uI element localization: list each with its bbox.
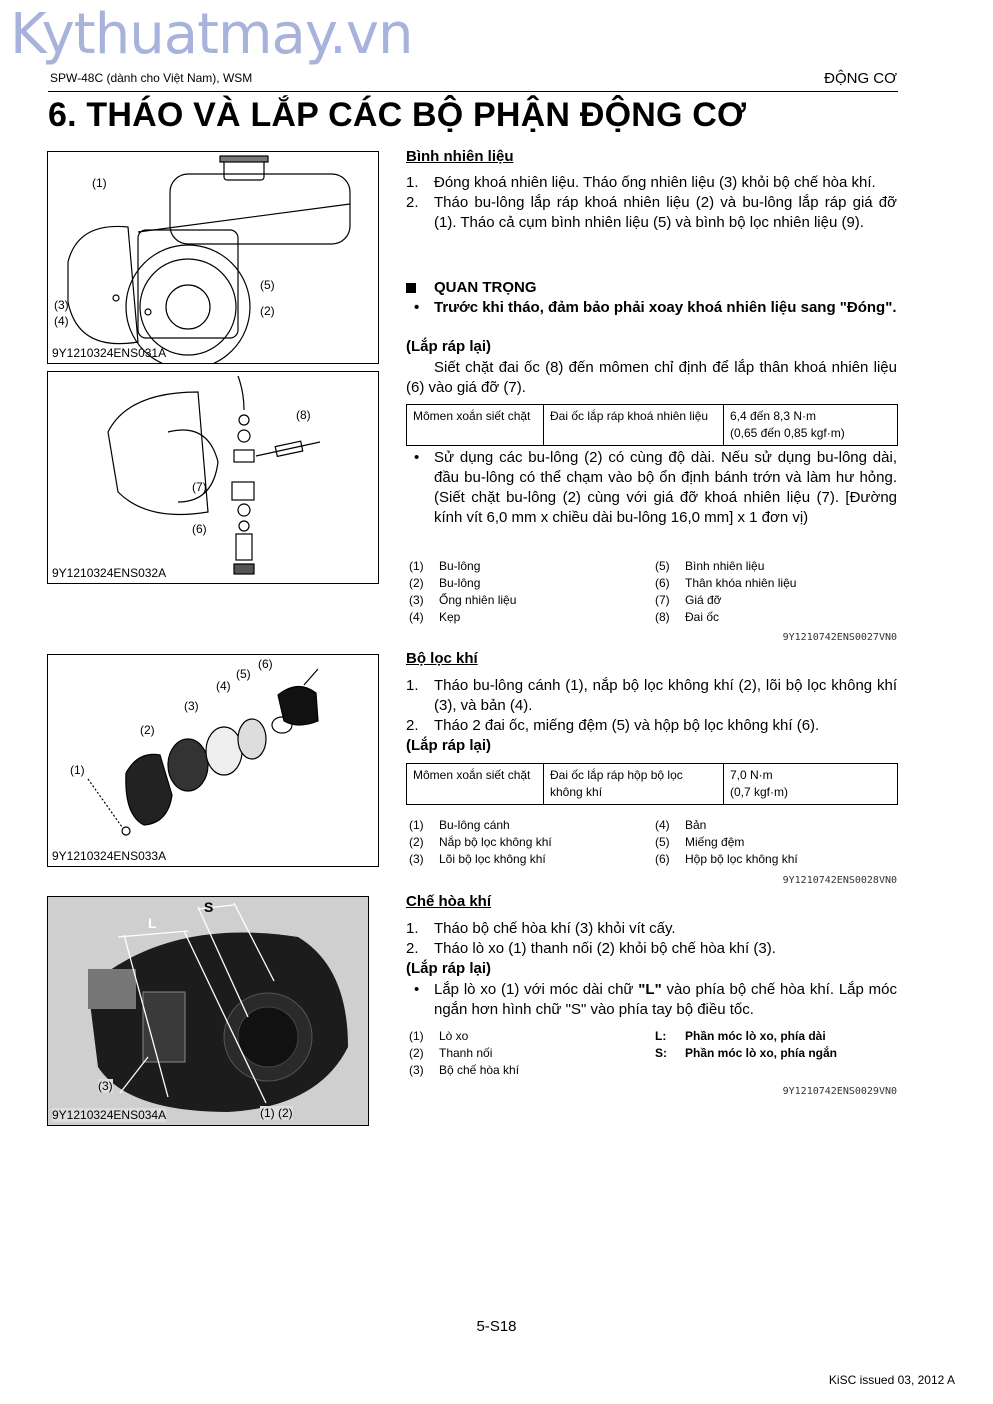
page-number: 5-S18 xyxy=(476,1318,517,1335)
list-item xyxy=(406,173,897,193)
fuel-tank-steps xyxy=(406,173,897,233)
spring-bullet: • Lắp lò xo (1) với móc dài chữ "L" vào phía bộ chế hòa khí. Lắp móc ngắn hơn hình chữ "S" vào phía tay bộ điều tốc. xyxy=(414,981,898,1018)
list-item xyxy=(406,939,897,959)
legend-item: (4) Bản xyxy=(655,818,707,832)
callout-3: (3) xyxy=(98,1079,113,1093)
figure-fuel-cock xyxy=(47,371,379,584)
callout-6: (6) xyxy=(192,522,207,536)
note-text: Sử dụng các bu-lông (2) có cùng độ dài. Nếu sử dụng bu-lông dài, đầu bu-lông có thể chạm vào bộ ổn định bánh trớn và làm hư hỏng. (Siết chặt bu-lông (2) cùng với giá đỡ khoá nhiên liệu (7). [Đường kính vít 6,0 mm x chiều dài bu-lông 16,0 mm] x 1 đơn vị) xyxy=(434,449,897,526)
legend-item: (2) Thanh nối xyxy=(409,1046,493,1060)
torque-nm: 7,0 N·m xyxy=(730,768,773,782)
header-rule xyxy=(48,91,898,92)
legend-item: (8) Đai ốc xyxy=(655,610,720,624)
legend-left xyxy=(409,817,649,868)
torque-label: Mômen xoắn siết chặt xyxy=(407,764,544,805)
legend-item: L: Phần móc lò xo, phía dài xyxy=(655,1029,826,1043)
figure-fuel-tank xyxy=(47,151,379,364)
step-text: Tháo 2 đai ốc, miếng đệm (5) và hộp bộ lọc không khí (6). xyxy=(434,717,820,734)
section-title-carburetor: Chế hòa khí xyxy=(406,893,492,910)
torque-label: Mômen xoắn siết chặt xyxy=(407,405,544,446)
torque-kgfm: (0,7 kgf·m) xyxy=(730,785,789,799)
reassembly-heading: (Lắp ráp lại) xyxy=(406,960,492,977)
important-label: QUAN TRỌNG xyxy=(434,279,537,296)
square-bullet-icon xyxy=(406,283,416,293)
legend-item: (5) Bình nhiên liệu xyxy=(655,559,765,573)
legend-item: (6) Hộp bộ lọc không khí xyxy=(655,852,798,866)
legend-left xyxy=(409,1028,649,1079)
torque-item: Đai ốc lắp ráp khoá nhiên liệu xyxy=(544,405,724,446)
reassembly-heading: (Lắp ráp lại) xyxy=(406,338,492,355)
callout-1-2: (1) (2) xyxy=(260,1106,293,1120)
torque-kgfm: (0,65 đến 0,85 kgf·m) xyxy=(730,426,845,440)
important-bullet: • Trước khi tháo, đảm bảo phải xoay khoá nhiên liệu sang "Đóng". xyxy=(414,299,897,316)
callout-1: (1) xyxy=(92,176,107,190)
list-item xyxy=(406,193,897,233)
torque-value xyxy=(724,405,898,446)
step-number: 2. xyxy=(406,717,419,734)
callout-3: (3) xyxy=(184,699,199,713)
legend-item: (5) Miếng đệm xyxy=(655,835,745,849)
legend-item: (3) Bộ chế hòa khí xyxy=(409,1063,520,1077)
callout-7: (7) xyxy=(192,480,207,494)
spring-text: Lắp lò xo (1) với móc dài chữ "L" vào phía bộ chế hòa khí. Lắp móc ngắn hơn hình chữ "S" vào phía tay bộ điều tốc. xyxy=(434,981,898,1018)
carburetor-steps xyxy=(406,919,897,959)
torque-item: Đai ốc lắp ráp hộp bộ lọc không khí xyxy=(544,764,724,805)
step-number: 2. xyxy=(406,194,419,211)
legend-item: (1) Bu-lông xyxy=(409,559,481,573)
callout-8: (8) xyxy=(296,408,311,422)
doc-code: 9Y1210742ENS0027VN0 xyxy=(782,632,897,643)
legend-item: (6) Thân khóa nhiên liệu xyxy=(655,576,797,590)
legend-item: (1) Lò xo xyxy=(409,1029,469,1043)
step-text: Tháo bu-lông lắp ráp khoá nhiên liệu (2) và bu-lông lắp ráp giá đỡ (1). Tháo cả cụm bình nhiên liệu (5) và bình bộ lọc nhiên liệu (9). xyxy=(434,194,897,231)
header-model: SPW-48C (dành cho Việt Nam), WSM xyxy=(50,71,253,85)
callout-5: (5) xyxy=(260,278,275,292)
figure-caption: 9Y1210324ENS032A xyxy=(52,566,167,580)
air-filter-illustration xyxy=(48,655,378,866)
figure-caption: 9Y1210324ENS031A xyxy=(52,346,167,360)
reassembly-text: Siết chặt đai ốc (8) đến mômen chỉ định để lắp thân khoá nhiên liệu (6) vào giá đỡ (7). xyxy=(406,359,897,396)
step-number: 1. xyxy=(406,677,419,694)
figure-caption: 9Y1210324ENS033A xyxy=(52,849,167,863)
figure-caption: 9Y1210324ENS034A xyxy=(52,1108,167,1122)
watermark: Kythuatmay.vn xyxy=(10,2,413,67)
note-bullet: • Sử dụng các bu-lông (2) có cùng độ dài. Nếu sử dụng bu-lông dài, đầu bu-lông có thể chạm vào bộ ổn định bánh trớn và làm hư hỏng. (Siết chặt bu-lông (2) cùng với giá đỡ khoá nhiên liệu (7). [Đường kính vít 6,0 mm x chiều dài bu-lông 16,0 mm] x 1 đơn vị) xyxy=(414,449,897,526)
step-text: Tháo bu-lông cánh (1), nắp bộ lọc không khí (2), lõi bộ lọc không khí (3), và bản (4). xyxy=(434,677,897,714)
callout-6: (6) xyxy=(258,657,273,671)
section-title-fuel-tank: Bình nhiên liệu xyxy=(406,148,514,165)
legend-item: (4) Kẹp xyxy=(409,610,461,624)
important-box xyxy=(406,278,897,318)
step-text: Tháo lò xo (1) thanh nối (2) khỏi bộ chế hòa khí (3). xyxy=(434,940,776,957)
legend-item: (1) Bu-lông cánh xyxy=(409,818,510,832)
torque-nm: 6,4 đến 8,3 N·m xyxy=(730,409,817,423)
legend-item: (3) Ống nhiên liệu xyxy=(409,593,517,607)
torque-table xyxy=(406,763,898,805)
callout-3: (3) xyxy=(54,298,69,312)
list-item xyxy=(406,716,897,736)
torque-value xyxy=(724,764,898,805)
legend-item: (3) Lõi bộ lọc không khí xyxy=(409,852,546,866)
legend-item: (2) Nắp bộ lọc không khí xyxy=(409,835,552,849)
torque-table xyxy=(406,404,898,446)
callout-2: (2) xyxy=(140,723,155,737)
important-heading xyxy=(406,278,897,298)
important-text: Trước khi tháo, đảm bảo phải xoay khoá nhiên liệu sang "Đóng". xyxy=(434,299,897,316)
issue-note: KiSC issued 03, 2012 A xyxy=(828,1373,955,1387)
doc-code: 9Y1210742ENS0029VN0 xyxy=(782,1086,897,1097)
step-number: 2. xyxy=(406,940,419,957)
legend-item: (2) Bu-lông xyxy=(409,576,481,590)
page-title: 6. THÁO VÀ LẮP CÁC BỘ PHẬN ĐỘNG CƠ xyxy=(48,96,747,134)
step-text: Tháo bộ chế hòa khí (3) khỏi vít cấy. xyxy=(434,920,676,937)
section-title-air-filter: Bộ lọc khí xyxy=(406,650,478,667)
air-filter-steps xyxy=(406,676,897,736)
callout-S: S xyxy=(204,899,214,915)
legend-right xyxy=(655,1028,895,1062)
step-number: 1. xyxy=(406,920,419,937)
reassembly-heading: (Lắp ráp lại) xyxy=(406,737,492,754)
doc-code: 9Y1210742ENS0028VN0 xyxy=(782,875,897,886)
legend-right xyxy=(655,558,895,626)
step-text: Đóng khoá nhiên liệu. Tháo ống nhiên liệu (3) khỏi bộ chế hòa khí. xyxy=(434,174,876,191)
carburetor-photo xyxy=(48,897,368,1125)
fuel-cock-illustration xyxy=(48,372,378,583)
legend-item: (7) Giá đỡ xyxy=(655,593,722,607)
legend-item: S: Phần móc lò xo, phía ngắn xyxy=(655,1046,838,1060)
list-item xyxy=(406,919,897,939)
callout-2: (2) xyxy=(260,304,275,318)
figure-carburetor-photo xyxy=(47,896,369,1126)
callout-5: (5) xyxy=(236,667,251,681)
list-item xyxy=(406,676,897,716)
callout-L: L xyxy=(148,915,157,931)
legend-left xyxy=(409,558,649,626)
step-number: 1. xyxy=(406,174,419,191)
callout-4: (4) xyxy=(54,314,69,328)
legend-right xyxy=(655,817,895,868)
callout-1: (1) xyxy=(70,763,85,777)
figure-air-filter xyxy=(47,654,379,867)
header-section: ĐỘNG CƠ xyxy=(824,70,897,87)
callout-4: (4) xyxy=(216,679,231,693)
